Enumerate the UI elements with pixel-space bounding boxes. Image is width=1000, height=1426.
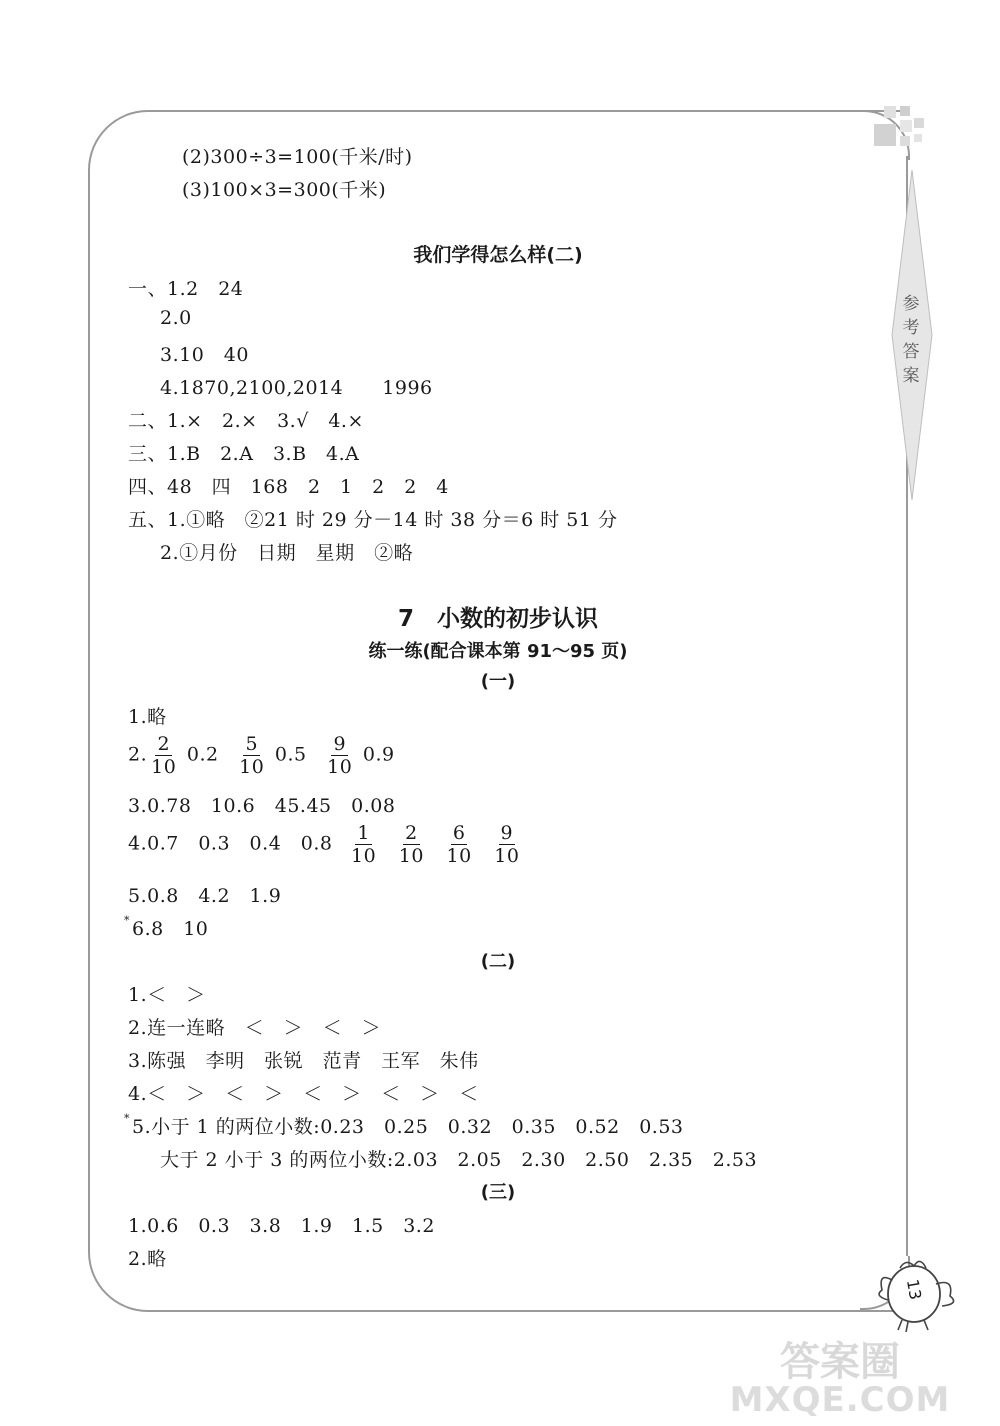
answer-line: 2.略 xyxy=(128,1248,167,1270)
page-number: 13 xyxy=(902,1277,926,1302)
answer-line: 大于 2 小于 3 的两位小数:2.03 2.05 2.30 2.50 2.35 2.53 xyxy=(160,1149,758,1171)
fraction xyxy=(151,733,176,778)
answer-line: 1.0.6 0.3 3.8 1.9 1.5 3.2 xyxy=(128,1215,435,1237)
answer-text: 5.小于 1 的两位小数:0.23 0.25 0.32 0.35 0.52 0.53 xyxy=(132,1116,684,1138)
optional-marker: * xyxy=(124,1112,130,1125)
decorative-squares-icon xyxy=(870,104,930,164)
numerator: 9 xyxy=(500,822,514,844)
numerator: 6 xyxy=(452,822,466,844)
optional-marker: * xyxy=(124,914,130,927)
denominator: 10 xyxy=(494,845,520,867)
numerator: 2 xyxy=(157,733,171,755)
denominator: 10 xyxy=(327,756,353,778)
answer-line: 1.＜ ＞ xyxy=(128,984,206,1006)
section-title: 我们学得怎么样(二) xyxy=(413,244,583,266)
answer-line: 五、1.①略 ②21 时 29 分－14 时 38 分＝6 时 51 分 xyxy=(128,509,618,531)
answer-line: 3.0.78 10.6 45.45 0.08 xyxy=(128,795,396,817)
denominator: 10 xyxy=(151,756,177,778)
denominator: 10 xyxy=(398,845,424,867)
fraction xyxy=(239,733,264,778)
watermark-logo: 答案圈 xyxy=(780,1339,900,1385)
chapter-title: 7 小数的初步认识 xyxy=(397,606,598,632)
fraction xyxy=(494,822,519,867)
fraction xyxy=(399,822,424,867)
answer-line: 1.略 xyxy=(128,706,167,728)
side-tab-label: 参 考 答 案 xyxy=(902,294,920,386)
fraction xyxy=(447,822,472,867)
answer-line-fractions xyxy=(128,822,523,867)
mascot-page-number xyxy=(872,1254,962,1338)
line-prefix: 4.0.7 0.3 0.4 0.8 xyxy=(128,832,333,855)
part-title: (三) xyxy=(480,1182,516,1203)
answer-line: 2.0 xyxy=(160,307,192,329)
answer-line xyxy=(124,914,208,941)
chapter-subtitle: 练一练(配合课本第 91～95 页) xyxy=(368,641,628,662)
fraction xyxy=(351,822,376,867)
answer-line: 一、1.2 24 xyxy=(128,278,244,300)
answer-line: 四、48 四 168 2 1 2 2 4 xyxy=(128,476,449,498)
answer-line: 2.①月份 日期 星期 ②略 xyxy=(160,542,414,564)
numerator: 1 xyxy=(357,822,370,844)
answer-line-fractions xyxy=(128,733,395,778)
denominator: 10 xyxy=(446,845,472,867)
line-prefix: 2. xyxy=(128,743,148,766)
answer-line: 三、1.B 2.A 3.B 4.A xyxy=(128,443,360,465)
decimal-value: 0.9 xyxy=(362,743,395,766)
numerator: 2 xyxy=(405,822,418,844)
numerator: 9 xyxy=(333,733,347,755)
answer-text: 6.8 10 xyxy=(132,918,209,940)
answer-line: (2)300÷3=100(千米/时) xyxy=(182,146,413,168)
answer-line: 二、1.× 2.× 3.√ 4.× xyxy=(128,410,364,432)
part-title: (二) xyxy=(480,951,516,972)
numerator: 5 xyxy=(245,733,259,755)
fraction xyxy=(327,733,352,778)
answer-line: 4.1870,2100,2014 1996 xyxy=(160,377,433,399)
decimal-value: 0.2 xyxy=(186,743,219,766)
part-title: (一) xyxy=(480,671,516,692)
answer-line xyxy=(124,1112,684,1139)
answer-line: 3.陈强 李明 张锐 范青 王军 朱伟 xyxy=(128,1050,479,1072)
denominator: 10 xyxy=(239,756,265,778)
answer-line: (3)100×3=300(千米) xyxy=(182,179,387,201)
watermark-url: MXQE.COM xyxy=(729,1380,951,1420)
decimal-value: 0.5 xyxy=(274,743,307,766)
answer-line: 4.＜ ＞ ＜ ＞ ＜ ＞ ＜ ＞ ＜ xyxy=(128,1083,479,1105)
denominator: 10 xyxy=(351,845,377,867)
answer-line: 3.10 40 xyxy=(160,344,249,366)
answer-line: 2.连一连略 ＜ ＞ ＜ ＞ xyxy=(128,1017,382,1039)
answer-line: 5.0.8 4.2 1.9 xyxy=(128,885,282,907)
